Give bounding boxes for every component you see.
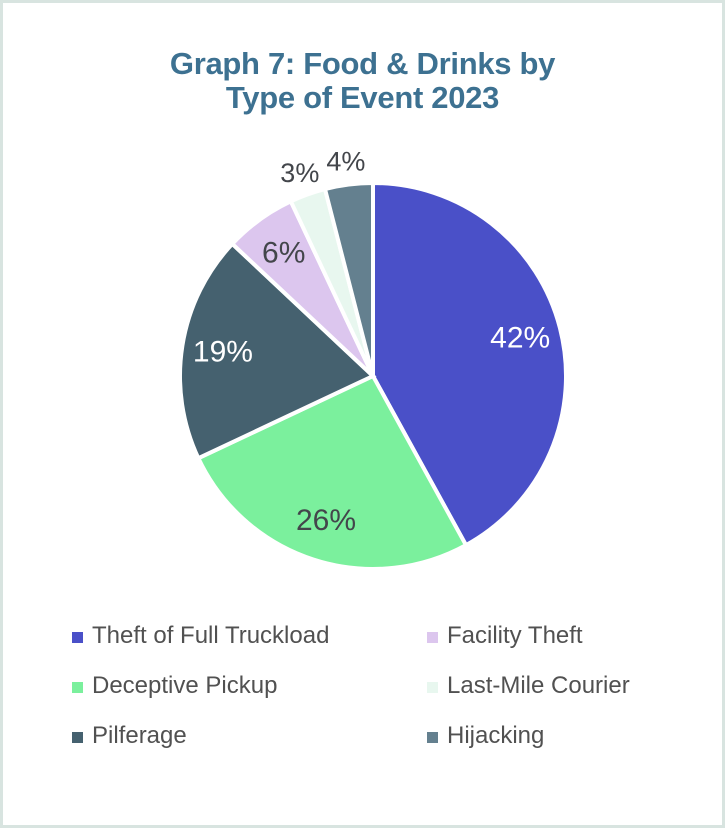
legend-item-last-mile-courier (427, 661, 630, 711)
legend-item-theft-of-full-truckload (72, 611, 427, 661)
legend-item-facility-theft (427, 611, 630, 661)
legend-swatch-facility-theft (427, 632, 438, 643)
legend-label: Facility Theft (447, 622, 583, 649)
legend-swatch-hijacking (427, 732, 438, 743)
legend-swatch-theft-of-full-truckload (72, 632, 83, 643)
legend-item-pilferage (72, 711, 427, 761)
legend-label: Pilferage (92, 722, 187, 749)
pie-slice-label-1: 26% (295, 504, 357, 538)
pie-slice-label-5: 4% (326, 146, 366, 177)
page-title (3, 47, 722, 115)
pie-slice-label-2: 19% (192, 335, 253, 369)
pie-slice-label-4: 3% (280, 157, 320, 188)
legend-label: Deceptive Pickup (92, 672, 278, 699)
pie-chart (143, 146, 603, 606)
legend-item-deceptive-pickup (72, 661, 427, 711)
legend-swatch-pilferage (72, 732, 83, 743)
pie-slice-label-0: 42% (490, 321, 551, 355)
pie-slice-label-3: 6% (262, 236, 306, 270)
title-line-1: Graph 7: Food & Drinks by (169, 46, 556, 81)
legend (72, 611, 630, 761)
legend-item-hijacking (427, 711, 630, 761)
legend-label: Last-Mile Courier (447, 672, 630, 699)
title-line-2: Type of Event 2023 (225, 80, 500, 115)
legend-swatch-deceptive-pickup (72, 682, 83, 693)
legend-label: Theft of Full Truckload (92, 622, 330, 649)
legend-swatch-last-mile-courier (427, 682, 438, 693)
legend-label: Hijacking (447, 722, 545, 749)
